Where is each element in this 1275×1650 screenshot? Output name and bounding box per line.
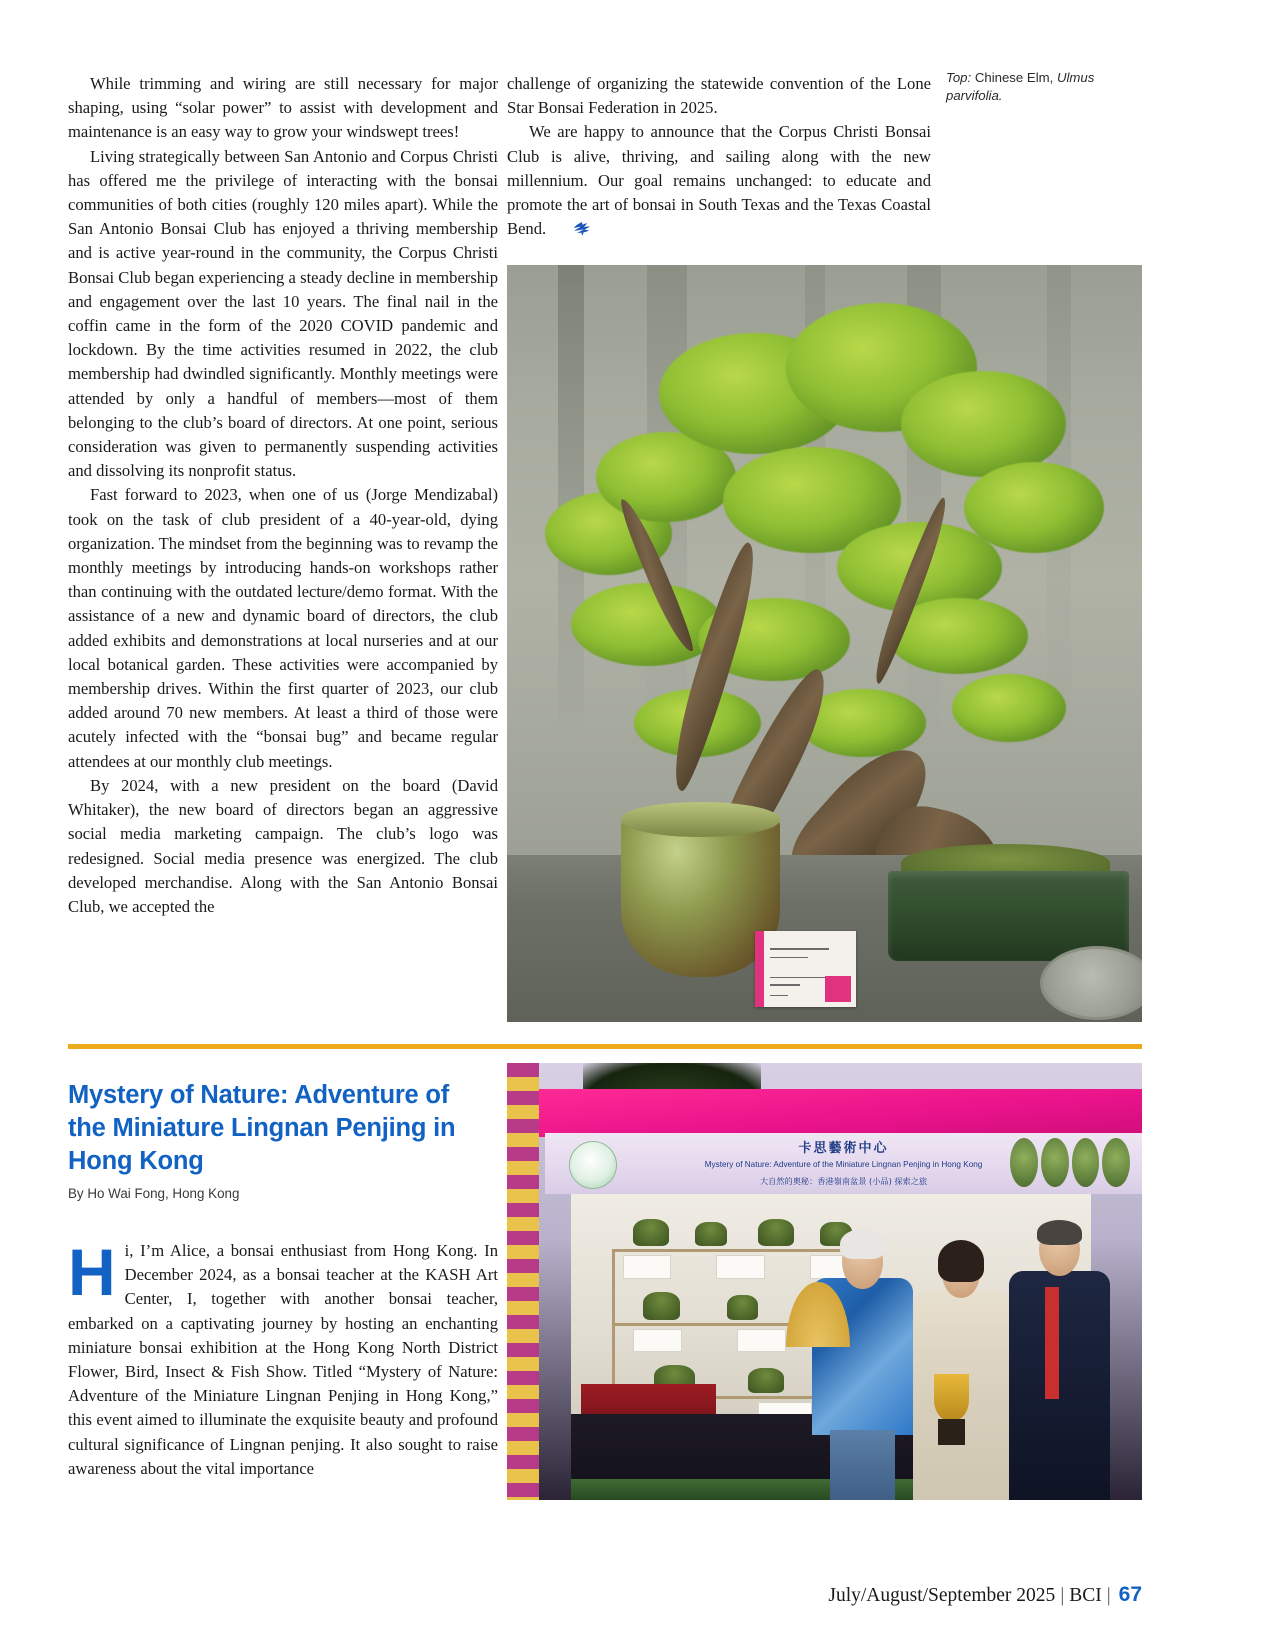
banner-chinese-title: 卡思藝術中心 <box>798 1140 889 1156</box>
paragraph-text: We are happy to announce that the Corpus Christi Bonsai Club is alive, thriving, and sailing along with the new millennium. Our goal remains unchanged: to educate and promote the art of bonsai in South Texas and the Texas Coastal Bend. <box>507 122 931 239</box>
paragraph: challenge of organizing the statewide convention of the Lone Star Bonsai Federation in 2025. <box>507 74 931 118</box>
article-two-byline: By Ho Wai Fong, Hong Kong <box>68 1186 240 1201</box>
exhibition-banner <box>545 1133 1142 1194</box>
banner-thumbnail-photos <box>1010 1138 1130 1187</box>
photo-chinese-elm-bonsai <box>507 265 1142 1022</box>
page-footer <box>600 1583 1142 1607</box>
section-divider-rule <box>68 1044 1142 1049</box>
photo-caption-top <box>946 69 1142 104</box>
footer-issue-date: July/August/September 2025 <box>828 1585 1056 1606</box>
person-left <box>812 1229 914 1500</box>
caption-label: Top: <box>946 70 972 85</box>
footer-publication: BCI <box>1069 1585 1102 1606</box>
article-two-headline: Mystery of Nature: Adventure of the Miniature Lingnan Penjing in Hong Kong <box>68 1081 456 1176</box>
photo-exhibition-booth <box>507 1063 1142 1500</box>
caption-common-name: Chinese Elm, <box>971 70 1057 85</box>
banner-english-title: Mystery of Nature: Adventure of the Miniature Lingnan Penjing in Hong Kong <box>704 1159 983 1169</box>
article-one-left-column <box>68 72 498 919</box>
footer-separator-1: | <box>1060 1585 1065 1606</box>
paragraph-with-endmark <box>507 120 931 241</box>
paragraph: Fast forward to 2023, when one of us (Jorge Mendizabal) took on the task of club president of a 40-year-old, dying organization. The mindset from the beginning was to revamp the monthly meetings by introducing hands-on workshops rather than continuing with the outdated lecture/demo format. With the assistance of a new and dynamic board of directors, the club added exhibits and demonstrations at local nurseries and at our local botanical garden. These activities were accompanied by membership drives. Within the first quarter of 2023, our club added around 70 new members. At least a third of those were acutely infected with the “bonsai bug” and became regular attendees at our monthly club meetings. <box>68 485 498 771</box>
paragraph: i, I’m Alice, a bonsai enthusiast from Hong Kong. In December 2024, as a bonsai teacher at the KASH Art Center, I, together with another bonsai teacher, embarked on a captivating journey by hosting an enchanting miniature bonsai exhibition at the Hong Kong North District Flower, Bird, Insect & Fish Show. Titled “Mystery of Nature: Adventure of the Miniature Lingnan Penjing in Hong Kong,” this event aimed to illuminate the exquisite beauty and profound cultural significance of Lingnan penjing. It also sought to raise awareness about the vital importance <box>68 1241 498 1478</box>
footer-page-number: 67 <box>1118 1583 1142 1606</box>
footer-separator-2: | <box>1106 1585 1111 1606</box>
article-one-right-column <box>507 72 931 241</box>
banner-chinese-subtitle: 大自然的奧秘：香港嶺南盆景 (小品) 探索之旅 <box>759 1175 928 1186</box>
exhibit-label-card <box>755 931 857 1007</box>
person-center <box>913 1238 1008 1500</box>
paragraph: By 2024, with a new president on the board (David Whitaker), the new board of directors began an aggressive social media marketing campaign. The club’s logo was redesigned. Social media presence was energized. The club developed merchandise. Along with the San Antonio Bonsai Club, we accepted the <box>68 775 498 916</box>
paragraph: While trimming and wiring are still necessary for major shaping, using “solar power” to assist with development and maintenance is an easy way to grow your windswept trees! <box>68 74 498 142</box>
person-right <box>1009 1220 1111 1500</box>
bonsai-leaf-dingbat-icon <box>550 219 570 234</box>
article-two-body-column <box>68 1235 498 1481</box>
drop-cap: H <box>68 1235 116 1309</box>
caption-scientific-name: Ulmus parvifolia. <box>946 70 1095 103</box>
trophy-icon <box>934 1374 968 1421</box>
paragraph: Living strategically between San Antonio and Corpus Christi has offered me the privilege of interacting with the bonsai communities of both cities (roughly 120 miles apart). While the San Antonio Bonsai Club has enjoyed a thriving membership and is active year-round in the community, the Corpus Christi Bonsai Club began experiencing a steady decline in membership and engagement over the last 10 years. The final nail in the coffin came in the form of the 2020 COVID pandemic and lockdown. By the time activities resumed in 2022, the club membership had dwindled significantly. Monthly meetings were attended by only a handful of members—most of them belonging to the club’s board of directors. At one point, serious consideration was given to permanently suspending activities and dissolving its nonprofit status. <box>68 146 498 481</box>
